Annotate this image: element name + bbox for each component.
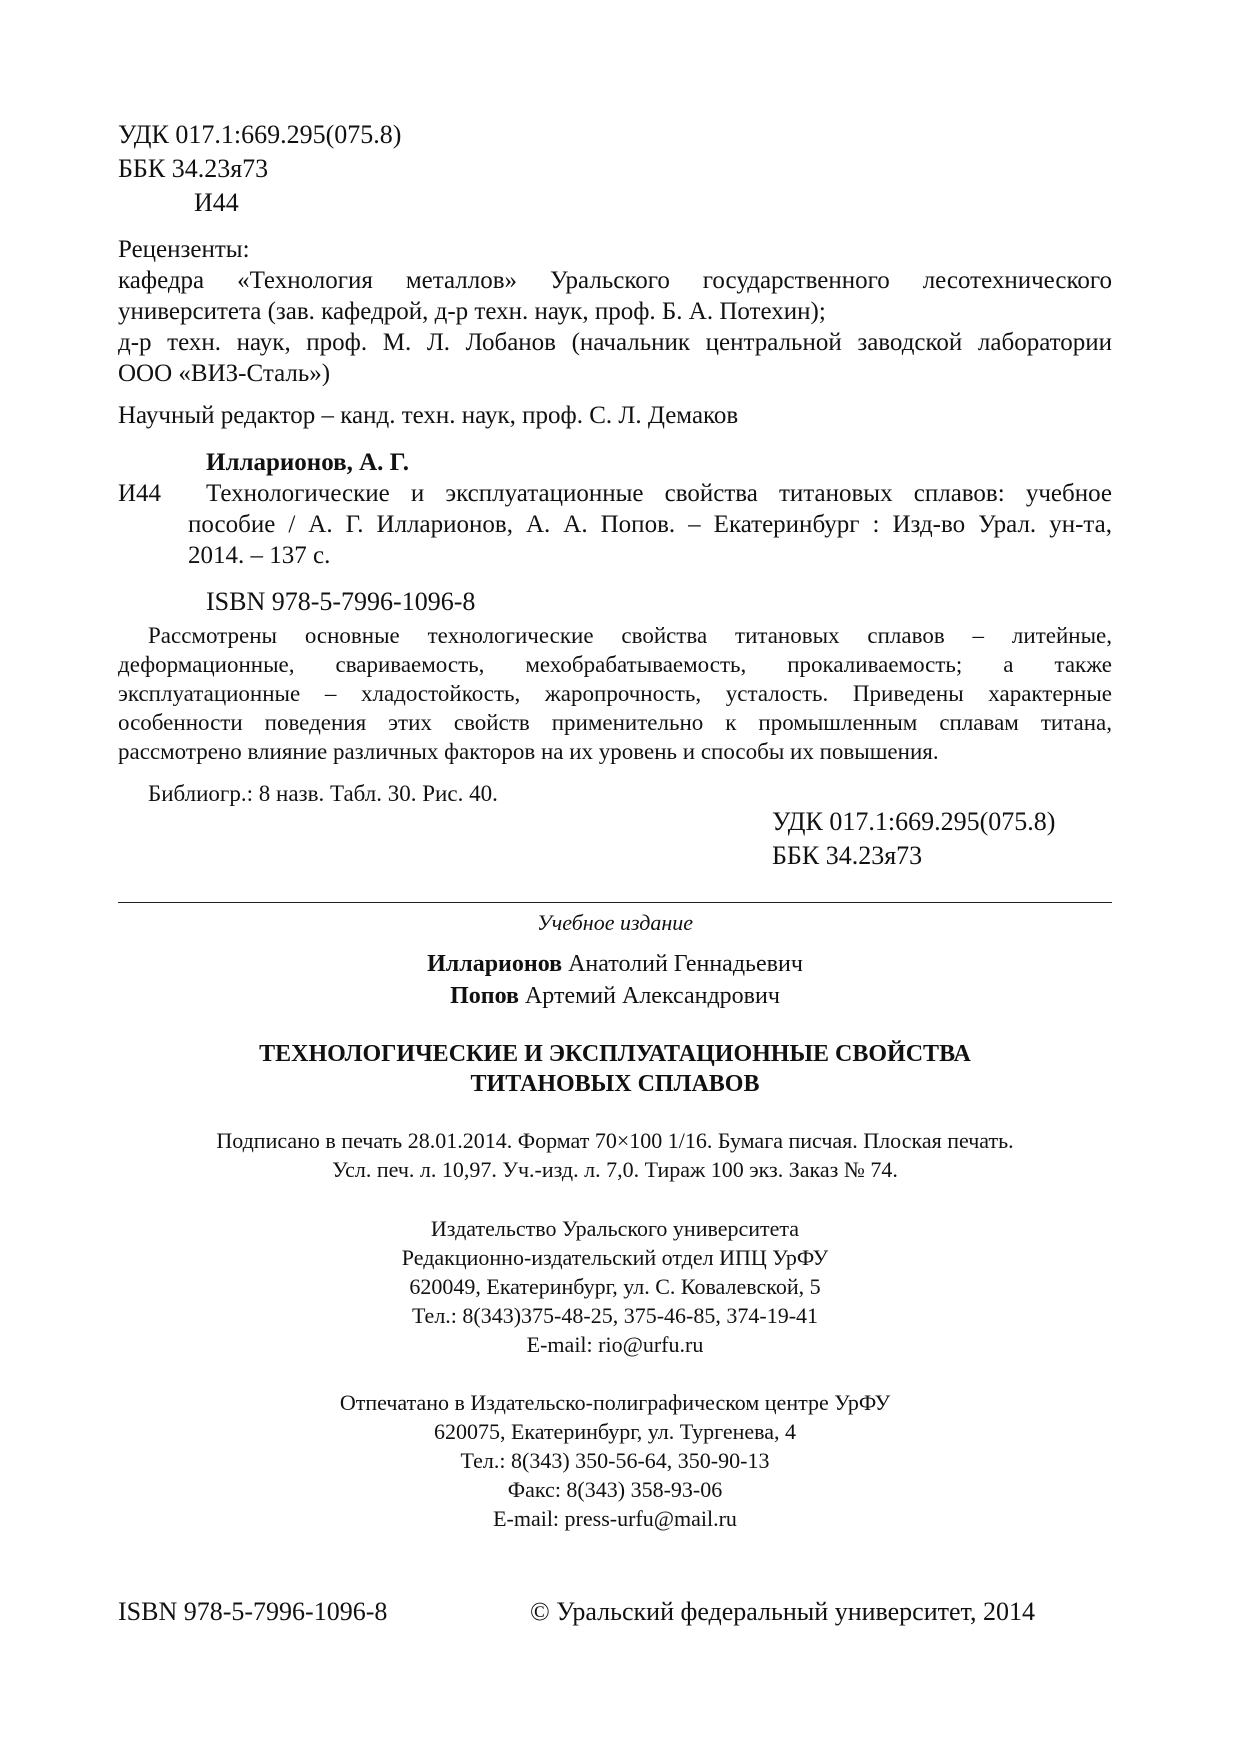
abstract-line-5: рассмотрено влияние различных факторов на их уровень и способы их повышения. bbox=[118, 739, 939, 764]
catalog-title-line-1: Технологические и эксплуатационные свойства титановых сплавов: учебное bbox=[206, 480, 1112, 507]
printer-email: E-mail: press-urfu@mail.ru bbox=[493, 1506, 737, 1531]
author-1 bbox=[118, 949, 1112, 979]
author-2-surname: Попов bbox=[450, 983, 519, 1009]
publisher-line-2: Редакционно-издательский отдел ИПЦ УрФУ bbox=[401, 1245, 829, 1270]
reviewer-line-3: д-р техн. наук, проф. М. Л. Лобанов (начальник центральной заводской лаборатории bbox=[118, 329, 1112, 356]
abstract-line-1: Рассмотрены основные технологические свойства титановых сплавов – литейные, bbox=[148, 623, 1112, 648]
udk-code: УДК 017.1:669.295(075.8) bbox=[118, 120, 402, 149]
bbk-code: ББК 34.23я73 bbox=[118, 154, 269, 183]
bibliography-info: Библиогр.: 8 назв. Табл. 30. Рис. 40. bbox=[148, 781, 498, 806]
abstract-line-4: особенности поведения этих свойств применительно к промышленным сплавам титана, bbox=[118, 710, 1112, 735]
udk-code-right: УДК 017.1:669.295(075.8) bbox=[772, 807, 1056, 836]
catalog-author: Илларионов, А. Г. bbox=[206, 449, 409, 476]
printer-line-1: Отпечатано в Издательско-полиграфическом центре УрФУ bbox=[339, 1390, 891, 1415]
printer-line-4: Факс: 8(343) 358-93-06 bbox=[507, 1477, 723, 1502]
copyright: © Уральский федеральный университет, 2014 bbox=[530, 1597, 1035, 1626]
print-info-line-1: Подписано в печать 28.01.2014. Формат 70×100 1/16. Бумага писчая. Плоская печать. bbox=[216, 1128, 1014, 1153]
footer-isbn: ISBN 978-5-7996-1096-8 bbox=[118, 1597, 388, 1626]
reviewer-line-1: кафедра «Технология металлов» Уральского государственного лесотехнического bbox=[118, 267, 1112, 294]
catalog-isbn: ISBN 978-5-7996-1096-8 bbox=[206, 587, 476, 616]
publisher-line-1: Издательство Уральского университета bbox=[430, 1216, 800, 1241]
edition-type: Учебное издание bbox=[536, 910, 694, 935]
book-title-line-1: ТЕХНОЛОГИЧЕСКИЕ И ЭКСПЛУАТАЦИОННЫЕ СВОЙСТВА bbox=[259, 1041, 971, 1067]
abstract-line-2: деформационные, свариваемость, мехобрабатываемость, прокаливаемость; а также bbox=[118, 652, 1112, 677]
catalog-code: И44 bbox=[118, 480, 162, 507]
printer-line-2: 620075, Екатеринбург, ул. Тургенева, 4 bbox=[433, 1419, 797, 1444]
reviewer-line-4: ООО «ВИЗ-Сталь») bbox=[118, 360, 331, 387]
separator-line bbox=[118, 902, 1112, 903]
catalog-title-line-3: 2014. – 137 с. bbox=[188, 542, 331, 569]
catalog-title-line-2: пособие / А. Г. Илларионов, А. А. Попов. – Екатеринбург : Изд-во Урал. ун-та, bbox=[188, 511, 1112, 538]
publisher-line-4: Тел.: 8(343)375-48-25, 375-46-85, 374-19-41 bbox=[411, 1303, 819, 1328]
publisher-line-3: 620049, Екатеринбург, ул. С. Ковалевской, 5 bbox=[409, 1274, 821, 1299]
bbk-code-right: ББК 34.23я73 bbox=[772, 841, 923, 870]
publisher-email: E-mail: rio@urfu.ru bbox=[526, 1332, 704, 1357]
reviewer-line-2: университета (зав. кафедрой, д-р техн. наук, проф. Б. А. Потехин); bbox=[118, 298, 826, 325]
author-1-given: Анатолий Геннадьевич bbox=[562, 951, 803, 977]
reviewers-label: Рецензенты: bbox=[118, 236, 250, 263]
book-title-line-2: ТИТАНОВЫХ СПЛАВОВ bbox=[470, 1071, 760, 1097]
print-info-line-2: Усл. печ. л. 10,97. Уч.-изд. л. 7,0. Тираж 100 экз. Заказ № 74. bbox=[332, 1157, 898, 1182]
author-2-given: Артемий Александрович bbox=[518, 983, 780, 1009]
author-2 bbox=[118, 981, 1112, 1011]
abstract-line-3: эксплуатационные – хладостойкость, жаропрочность, усталость. Приведены характерные bbox=[118, 681, 1112, 706]
author-mark: И44 bbox=[194, 188, 239, 217]
author-1-surname: Илларионов bbox=[427, 951, 563, 977]
printer-line-3: Тел.: 8(343) 350-56-64, 350-90-13 bbox=[460, 1448, 770, 1473]
scientific-editor: Научный редактор – канд. техн. наук, проф. С. Л. Демаков bbox=[118, 402, 739, 429]
